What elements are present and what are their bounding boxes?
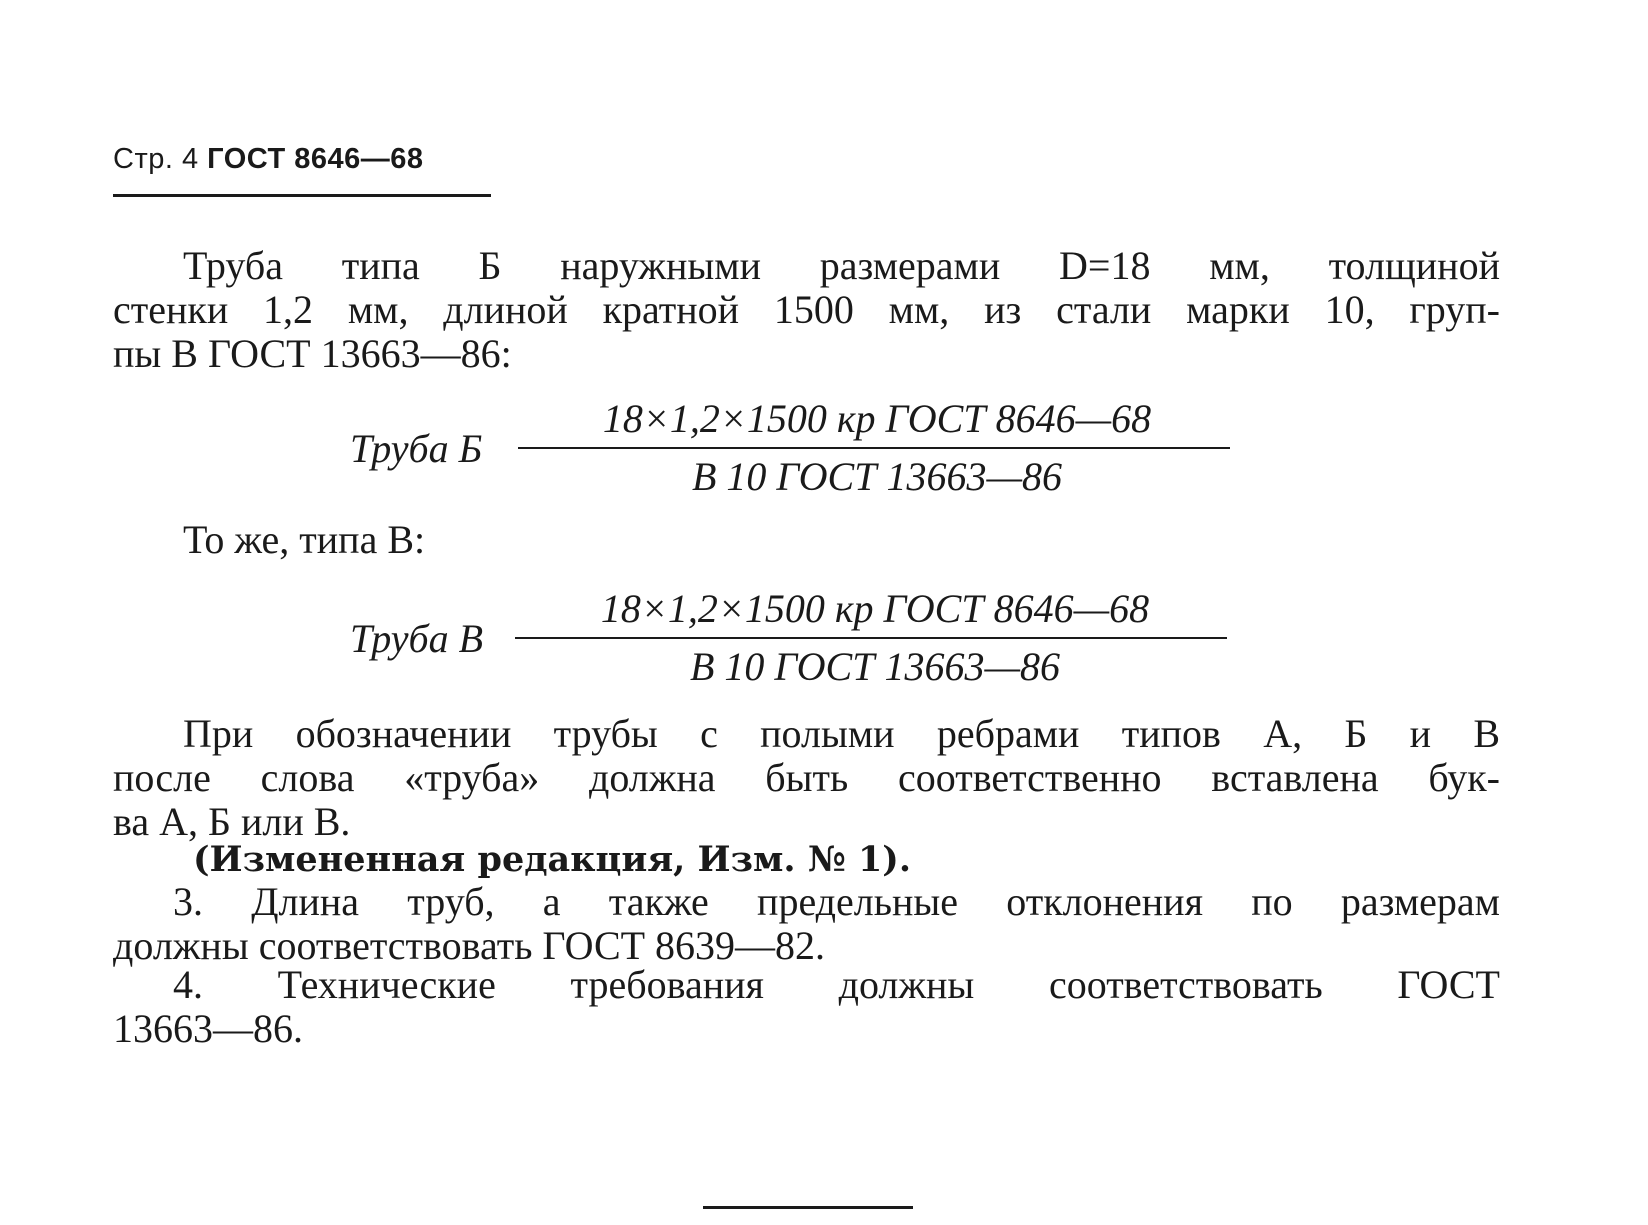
paragraph-line: 3. Длина труб, а также предельные отклонения по размерам [173, 879, 1500, 924]
formula-lead: Труба Б [350, 426, 483, 471]
fraction-bar [518, 447, 1230, 449]
paragraph-line: после слова «труба» должна быть соответственно вставлена бук- [113, 755, 1500, 800]
paragraph-pipe-type-b [113, 244, 1500, 376]
paragraph-line: стенки 1,2 мм, длиной кратной 1500 мм, из стали марки 10, груп- [113, 287, 1500, 332]
formula-numerator: 18×1,2×1500 кр ГОСТ 8646—68 [602, 396, 1152, 441]
paragraph-line: 13663—86. [113, 1006, 303, 1051]
amendment-text: (Измененная редакция, Изм. № 1). [193, 839, 912, 880]
formula-lead: Труба В [350, 616, 484, 661]
formula-numerator: 18×1,2×1500 кр ГОСТ 8646—68 [600, 586, 1150, 631]
paragraph-line: пы В ГОСТ 13663—86: [113, 331, 512, 376]
amendment-note [113, 838, 1500, 882]
formula-denominator: В 10 ГОСТ 13663—86 [691, 454, 1063, 499]
paragraph-line: Труба типа Б наружными размерами D=18 мм, толщиной [183, 243, 1500, 288]
fraction-bar [515, 637, 1227, 639]
designation-formula-b [350, 395, 1230, 505]
paragraph-line: При обозначении трубы с полыми ребрами типов А, Б и В [183, 711, 1500, 756]
page-number: Стр. 4 [113, 143, 199, 175]
paragraph-line: должны соответствовать ГОСТ 8639—82. [113, 923, 826, 968]
page-header [113, 143, 424, 176]
header-underline [113, 194, 491, 197]
clause-3 [113, 880, 1500, 968]
paragraph-ribbed-pipe [113, 712, 1500, 844]
paragraph-line: То же, типа В: [183, 517, 426, 562]
end-separator-rule [703, 1206, 913, 1209]
paragraph-line: 4. Технические требования должны соответствовать ГОСТ [173, 962, 1500, 1007]
paragraph-line: ва А, Б или В. [113, 799, 351, 844]
clause-4 [113, 963, 1500, 1051]
formula-denominator: В 10 ГОСТ 13663—86 [689, 644, 1061, 689]
standard-designation: ГОСТ 8646—68 [207, 143, 424, 175]
paragraph-same-type-v [113, 518, 1500, 562]
designation-formula-v [350, 585, 1230, 695]
